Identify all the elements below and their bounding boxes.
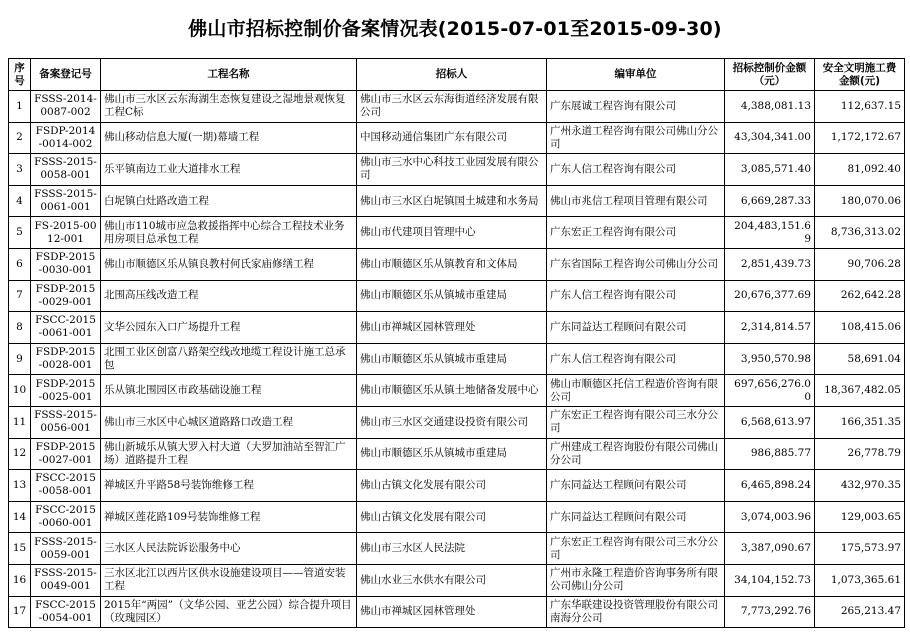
project-name-cell: 白坭镇白灶路改造工程 <box>101 185 357 217</box>
record-code-cell: FSCC-2015-0058-001 <box>31 470 101 502</box>
record-code-cell: FSCC-2015-0061-001 <box>31 312 101 344</box>
table-row <box>9 343 905 375</box>
col-header-client: 招标人 <box>357 59 547 91</box>
record-code-cell: FSSS-2015-0049-001 <box>31 564 101 596</box>
row-index-cell: 10 <box>9 375 31 407</box>
review-unit-cell: 广东人信工程咨询有限公司 <box>547 280 725 312</box>
table-row <box>9 312 905 344</box>
row-index-cell: 16 <box>9 564 31 596</box>
table-row <box>9 406 905 438</box>
record-code-cell: FSDP-2015-0030-001 <box>31 248 101 280</box>
project-name-cell: 2015年“两园”（文华公园、亚艺公园）综合提升项目（玫瑰园区） <box>101 596 357 628</box>
control-price-cell: 3,074,003.96 <box>725 501 815 533</box>
col-header-control-price: 招标控制价金额（元） <box>725 59 815 91</box>
project-name-cell: 禅城区升平路58号装饰维修工程 <box>101 470 357 502</box>
row-index-cell: 8 <box>9 312 31 344</box>
control-price-cell: 204,483,151.69 <box>725 217 815 249</box>
table-row <box>9 91 905 123</box>
review-unit-cell: 广东同益达工程顾问有限公司 <box>547 501 725 533</box>
table-row <box>9 501 905 533</box>
review-unit-cell: 广州建成工程咨询股份有限公司佛山分公司 <box>547 438 725 470</box>
record-code-cell: FSDP-2015-0028-001 <box>31 343 101 375</box>
review-unit-cell: 广州永道工程咨询有限公司佛山分公司 <box>547 122 725 154</box>
table-row <box>9 122 905 154</box>
record-table <box>8 58 905 628</box>
record-code-cell: FSCC-2015-0060-001 <box>31 501 101 533</box>
row-index-cell: 4 <box>9 185 31 217</box>
table-row <box>9 248 905 280</box>
review-unit-cell: 广东人信工程咨询有限公司 <box>547 154 725 186</box>
table-body <box>9 91 905 628</box>
record-code-cell: FSDP-2015-0027-001 <box>31 438 101 470</box>
table-row <box>9 375 905 407</box>
table-row <box>9 438 905 470</box>
row-index-cell: 1 <box>9 91 31 123</box>
safety-fee-cell: 432,970.35 <box>815 470 905 502</box>
review-unit-cell: 广东华联建设投资管理股份有限公司南海分公司 <box>547 596 725 628</box>
row-index-cell: 6 <box>9 248 31 280</box>
table-row <box>9 154 905 186</box>
project-name-cell: 佛山市三水区云东海湖生态恢复建设之湿地景观恢复工程C标 <box>101 91 357 123</box>
project-name-cell: 文华公园东入口广场提升工程 <box>101 312 357 344</box>
col-header-project-name: 工程名称 <box>101 59 357 91</box>
record-code-cell: FSCC-2015-0054-001 <box>31 596 101 628</box>
project-name-cell: 北围工业区创富八路架空线改地缆工程设计施工总承包 <box>101 343 357 375</box>
control-price-cell: 2,851,439.73 <box>725 248 815 280</box>
review-unit-cell: 广东省国际工程咨询公司佛山分公司 <box>547 248 725 280</box>
safety-fee-cell: 175,573.97 <box>815 533 905 565</box>
project-name-cell: 乐平镇南边工业大道排水工程 <box>101 154 357 186</box>
tender-client-cell: 佛山市三水区人民法院 <box>357 533 547 565</box>
col-header-review-unit: 编审单位 <box>547 59 725 91</box>
col-header-safety-fee: 安全文明施工费金额(元) <box>815 59 905 91</box>
safety-fee-cell: 166,351.35 <box>815 406 905 438</box>
tender-client-cell: 佛山市三水区交通建设投资有限公司 <box>357 406 547 438</box>
record-code-cell: FSSS-2015-0059-001 <box>31 533 101 565</box>
col-header-record-code: 备案登记号 <box>31 59 101 91</box>
safety-fee-cell: 1,172,172.67 <box>815 122 905 154</box>
review-unit-cell: 广东宏正工程咨询有限公司三水分公司 <box>547 533 725 565</box>
record-code-cell: FS-2015-0012-001 <box>31 217 101 249</box>
safety-fee-cell: 26,778.79 <box>815 438 905 470</box>
row-index-cell: 14 <box>9 501 31 533</box>
header-row <box>9 59 905 91</box>
tender-client-cell: 佛山市顺德区乐从镇城市重建局 <box>357 343 547 375</box>
row-index-cell: 11 <box>9 406 31 438</box>
control-price-cell: 3,950,570.98 <box>725 343 815 375</box>
table-row <box>9 533 905 565</box>
row-index-cell: 2 <box>9 122 31 154</box>
project-name-cell: 佛山新城乐从镇大罗入村大道（大罗加油站至智汇广场）道路提升工程 <box>101 438 357 470</box>
safety-fee-cell: 58,691.04 <box>815 343 905 375</box>
control-price-cell: 43,304,341.00 <box>725 122 815 154</box>
control-price-cell: 3,387,090.67 <box>725 533 815 565</box>
safety-fee-cell: 1,073,365.61 <box>815 564 905 596</box>
tender-client-cell: 佛山市代建项目管理中心 <box>357 217 547 249</box>
record-code-cell: FSSS-2014-0087-002 <box>31 91 101 123</box>
control-price-cell: 20,676,377.69 <box>725 280 815 312</box>
project-name-cell: 北围高压线改造工程 <box>101 280 357 312</box>
document-title: 佛山市招标控制价备案情况表(2015-07-01至2015-09-30) <box>188 18 722 40</box>
tender-client-cell: 佛山市三水区云东海街道经济发展有限公司 <box>357 91 547 123</box>
project-name-cell: 佛山市110城市应急救援指挥中心综合工程技术业务用房项目总承包工程 <box>101 217 357 249</box>
col-header-index: 序号 <box>9 59 31 91</box>
safety-fee-cell: 108,415.06 <box>815 312 905 344</box>
project-name-cell: 禅城区莲花路109号装饰维修工程 <box>101 501 357 533</box>
row-index-cell: 5 <box>9 217 31 249</box>
tender-client-cell: 佛山古镇文化发展有限公司 <box>357 470 547 502</box>
table-row <box>9 185 905 217</box>
review-unit-cell: 广东宏正工程咨询有限公司三水分公司 <box>547 406 725 438</box>
tender-client-cell: 佛山市顺德区乐从镇城市重建局 <box>357 438 547 470</box>
tender-client-cell: 佛山市三水中心科技工业园发展有限公司 <box>357 154 547 186</box>
control-price-cell: 6,669,287.33 <box>725 185 815 217</box>
review-unit-cell: 广东展诚工程咨询有限公司 <box>547 91 725 123</box>
record-code-cell: FSDP-2014-0014-002 <box>31 122 101 154</box>
review-unit-cell: 广东宏正工程咨询有限公司 <box>547 217 725 249</box>
tender-client-cell: 佛山古镇文化发展有限公司 <box>357 501 547 533</box>
tender-client-cell: 佛山市顺德区乐从镇土地储备发展中心 <box>357 375 547 407</box>
project-name-cell: 三水区北江以西片区供水设施建设项目——管道安装工程 <box>101 564 357 596</box>
record-code-cell: FSSS-2015-0058-001 <box>31 154 101 186</box>
control-price-cell: 4,388,081.13 <box>725 91 815 123</box>
row-index-cell: 12 <box>9 438 31 470</box>
tender-client-cell: 佛山市顺德区乐从镇城市重建局 <box>357 280 547 312</box>
record-code-cell: FSSS-2015-0056-001 <box>31 406 101 438</box>
table-row <box>9 596 905 628</box>
row-index-cell: 9 <box>9 343 31 375</box>
record-code-cell: FSSS-2015-0061-001 <box>31 185 101 217</box>
safety-fee-cell: 18,367,482.05 <box>815 375 905 407</box>
control-price-cell: 3,085,571.40 <box>725 154 815 186</box>
control-price-cell: 34,104,152.73 <box>725 564 815 596</box>
row-index-cell: 17 <box>9 596 31 628</box>
tender-client-cell: 佛山市禅城区园林管理处 <box>357 596 547 628</box>
row-index-cell: 13 <box>9 470 31 502</box>
tender-client-cell: 中国移动通信集团广东有限公司 <box>357 122 547 154</box>
control-price-cell: 986,885.77 <box>725 438 815 470</box>
review-unit-cell: 广东同益达工程顾问有限公司 <box>547 312 725 344</box>
record-code-cell: FSDP-2015-0029-001 <box>31 280 101 312</box>
review-unit-cell: 广东同益达工程顾问有限公司 <box>547 470 725 502</box>
project-name-cell: 佛山市顺德区乐从镇良教村何氏家庙修缮工程 <box>101 248 357 280</box>
safety-fee-cell: 265,213.47 <box>815 596 905 628</box>
control-price-cell: 6,568,613.97 <box>725 406 815 438</box>
table-row <box>9 564 905 596</box>
safety-fee-cell: 90,706.28 <box>815 248 905 280</box>
tender-client-cell: 佛山水业三水供水有限公司 <box>357 564 547 596</box>
safety-fee-cell: 112,637.15 <box>815 91 905 123</box>
safety-fee-cell: 81,092.40 <box>815 154 905 186</box>
safety-fee-cell: 129,003.65 <box>815 501 905 533</box>
table-header <box>9 59 905 91</box>
control-price-cell: 697,656,276.00 <box>725 375 815 407</box>
row-index-cell: 15 <box>9 533 31 565</box>
control-price-cell: 7,773,292.76 <box>725 596 815 628</box>
record-code-cell: FSDP-2015-0025-001 <box>31 375 101 407</box>
control-price-cell: 6,465,898.24 <box>725 470 815 502</box>
control-price-cell: 2,314,814.57 <box>725 312 815 344</box>
review-unit-cell: 佛山市兆信工程项目管理有限公司 <box>547 185 725 217</box>
table-row <box>9 470 905 502</box>
tender-client-cell: 佛山市禅城区园林管理处 <box>357 312 547 344</box>
safety-fee-cell: 180,070.06 <box>815 185 905 217</box>
table-row <box>9 280 905 312</box>
row-index-cell: 3 <box>9 154 31 186</box>
review-unit-cell: 广东人信工程咨询有限公司 <box>547 343 725 375</box>
tender-client-cell: 佛山市顺德区乐从镇教育和文体局 <box>357 248 547 280</box>
project-name-cell: 三水区人民法院诉讼服务中心 <box>101 533 357 565</box>
safety-fee-cell: 262,642.28 <box>815 280 905 312</box>
safety-fee-cell: 8,736,313.02 <box>815 217 905 249</box>
tender-client-cell: 佛山市三水区白坭镇国土城建和水务局 <box>357 185 547 217</box>
project-name-cell: 乐从镇北围园区市政基础设施工程 <box>101 375 357 407</box>
review-unit-cell: 广州市永隆工程造价咨询事务所有限公司佛山分公司 <box>547 564 725 596</box>
table-row <box>9 217 905 249</box>
project-name-cell: 佛山市三水区中心城区道路路口改造工程 <box>101 406 357 438</box>
review-unit-cell: 佛山市顺德区托信工程造价咨询有限公司 <box>547 375 725 407</box>
row-index-cell: 7 <box>9 280 31 312</box>
project-name-cell: 佛山移动信息大厦(一期)幕墙工程 <box>101 122 357 154</box>
